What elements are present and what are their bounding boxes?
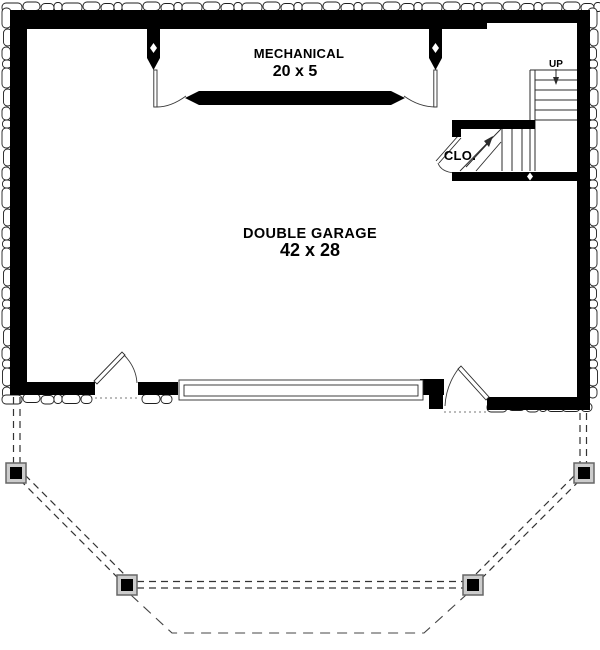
mechanical-door-left xyxy=(154,70,186,107)
mechanical-dimensions: 20 x 5 xyxy=(272,63,318,80)
stair-upper-run xyxy=(530,70,577,171)
entry-door-right-leaf xyxy=(458,366,489,400)
bottom-wall-right xyxy=(487,397,590,410)
deck-post-2 xyxy=(117,575,137,595)
entry-door-right xyxy=(444,366,489,412)
deck-railing-front xyxy=(137,582,463,589)
mechanical-room-wall xyxy=(185,91,405,105)
deck-post-4 xyxy=(574,463,594,483)
garage-label: DOUBLE GARAGE xyxy=(242,226,378,242)
entry-door-left xyxy=(94,352,138,398)
closet-top-wall xyxy=(452,120,535,129)
bottom-wall-step-a xyxy=(420,379,444,395)
closet-label: CLO. xyxy=(443,148,477,163)
deck-railing-left-diagonal xyxy=(20,475,124,579)
bottom-wall-step-b xyxy=(429,395,443,409)
deck-railing-right-diagonal xyxy=(476,475,580,579)
closet-wall-terminal xyxy=(452,120,461,137)
bottom-wall-left-a xyxy=(10,382,95,395)
mechanical-door-right xyxy=(404,70,437,107)
entry-door-left-leaf xyxy=(94,352,125,384)
stair-lower-run xyxy=(502,129,522,171)
deck-outer-edge xyxy=(131,595,466,633)
mech-door-left-leaf xyxy=(154,70,157,107)
entry-door-right-swing xyxy=(445,368,459,406)
entry-door-left-swing xyxy=(124,355,137,383)
deck-railing-right xyxy=(580,413,587,463)
deck xyxy=(6,397,594,633)
left-wall xyxy=(10,10,27,395)
top-wall xyxy=(10,10,588,23)
deck-railing-left xyxy=(14,397,21,463)
mech-door-right-leaf xyxy=(434,70,437,107)
top-wall-thick-portion xyxy=(10,23,487,29)
bottom-wall-left-b xyxy=(138,382,178,395)
up-label: UP xyxy=(549,59,563,70)
garage-dimensions: 42 x 28 xyxy=(279,240,341,260)
deck-post-1 xyxy=(6,463,26,483)
mech-door-right-swing xyxy=(404,96,436,107)
staircase xyxy=(460,59,577,171)
interior-walls xyxy=(147,24,578,181)
right-wall xyxy=(577,10,590,410)
stone-veneer-bottom-left xyxy=(2,394,172,404)
garage-door xyxy=(179,380,423,400)
closet-bottom-wall xyxy=(452,172,578,181)
up-arrow xyxy=(553,69,559,85)
deck-post-3 xyxy=(463,575,483,595)
mech-door-left-swing xyxy=(157,96,186,107)
mechanical-label: MECHANICAL xyxy=(253,46,345,61)
